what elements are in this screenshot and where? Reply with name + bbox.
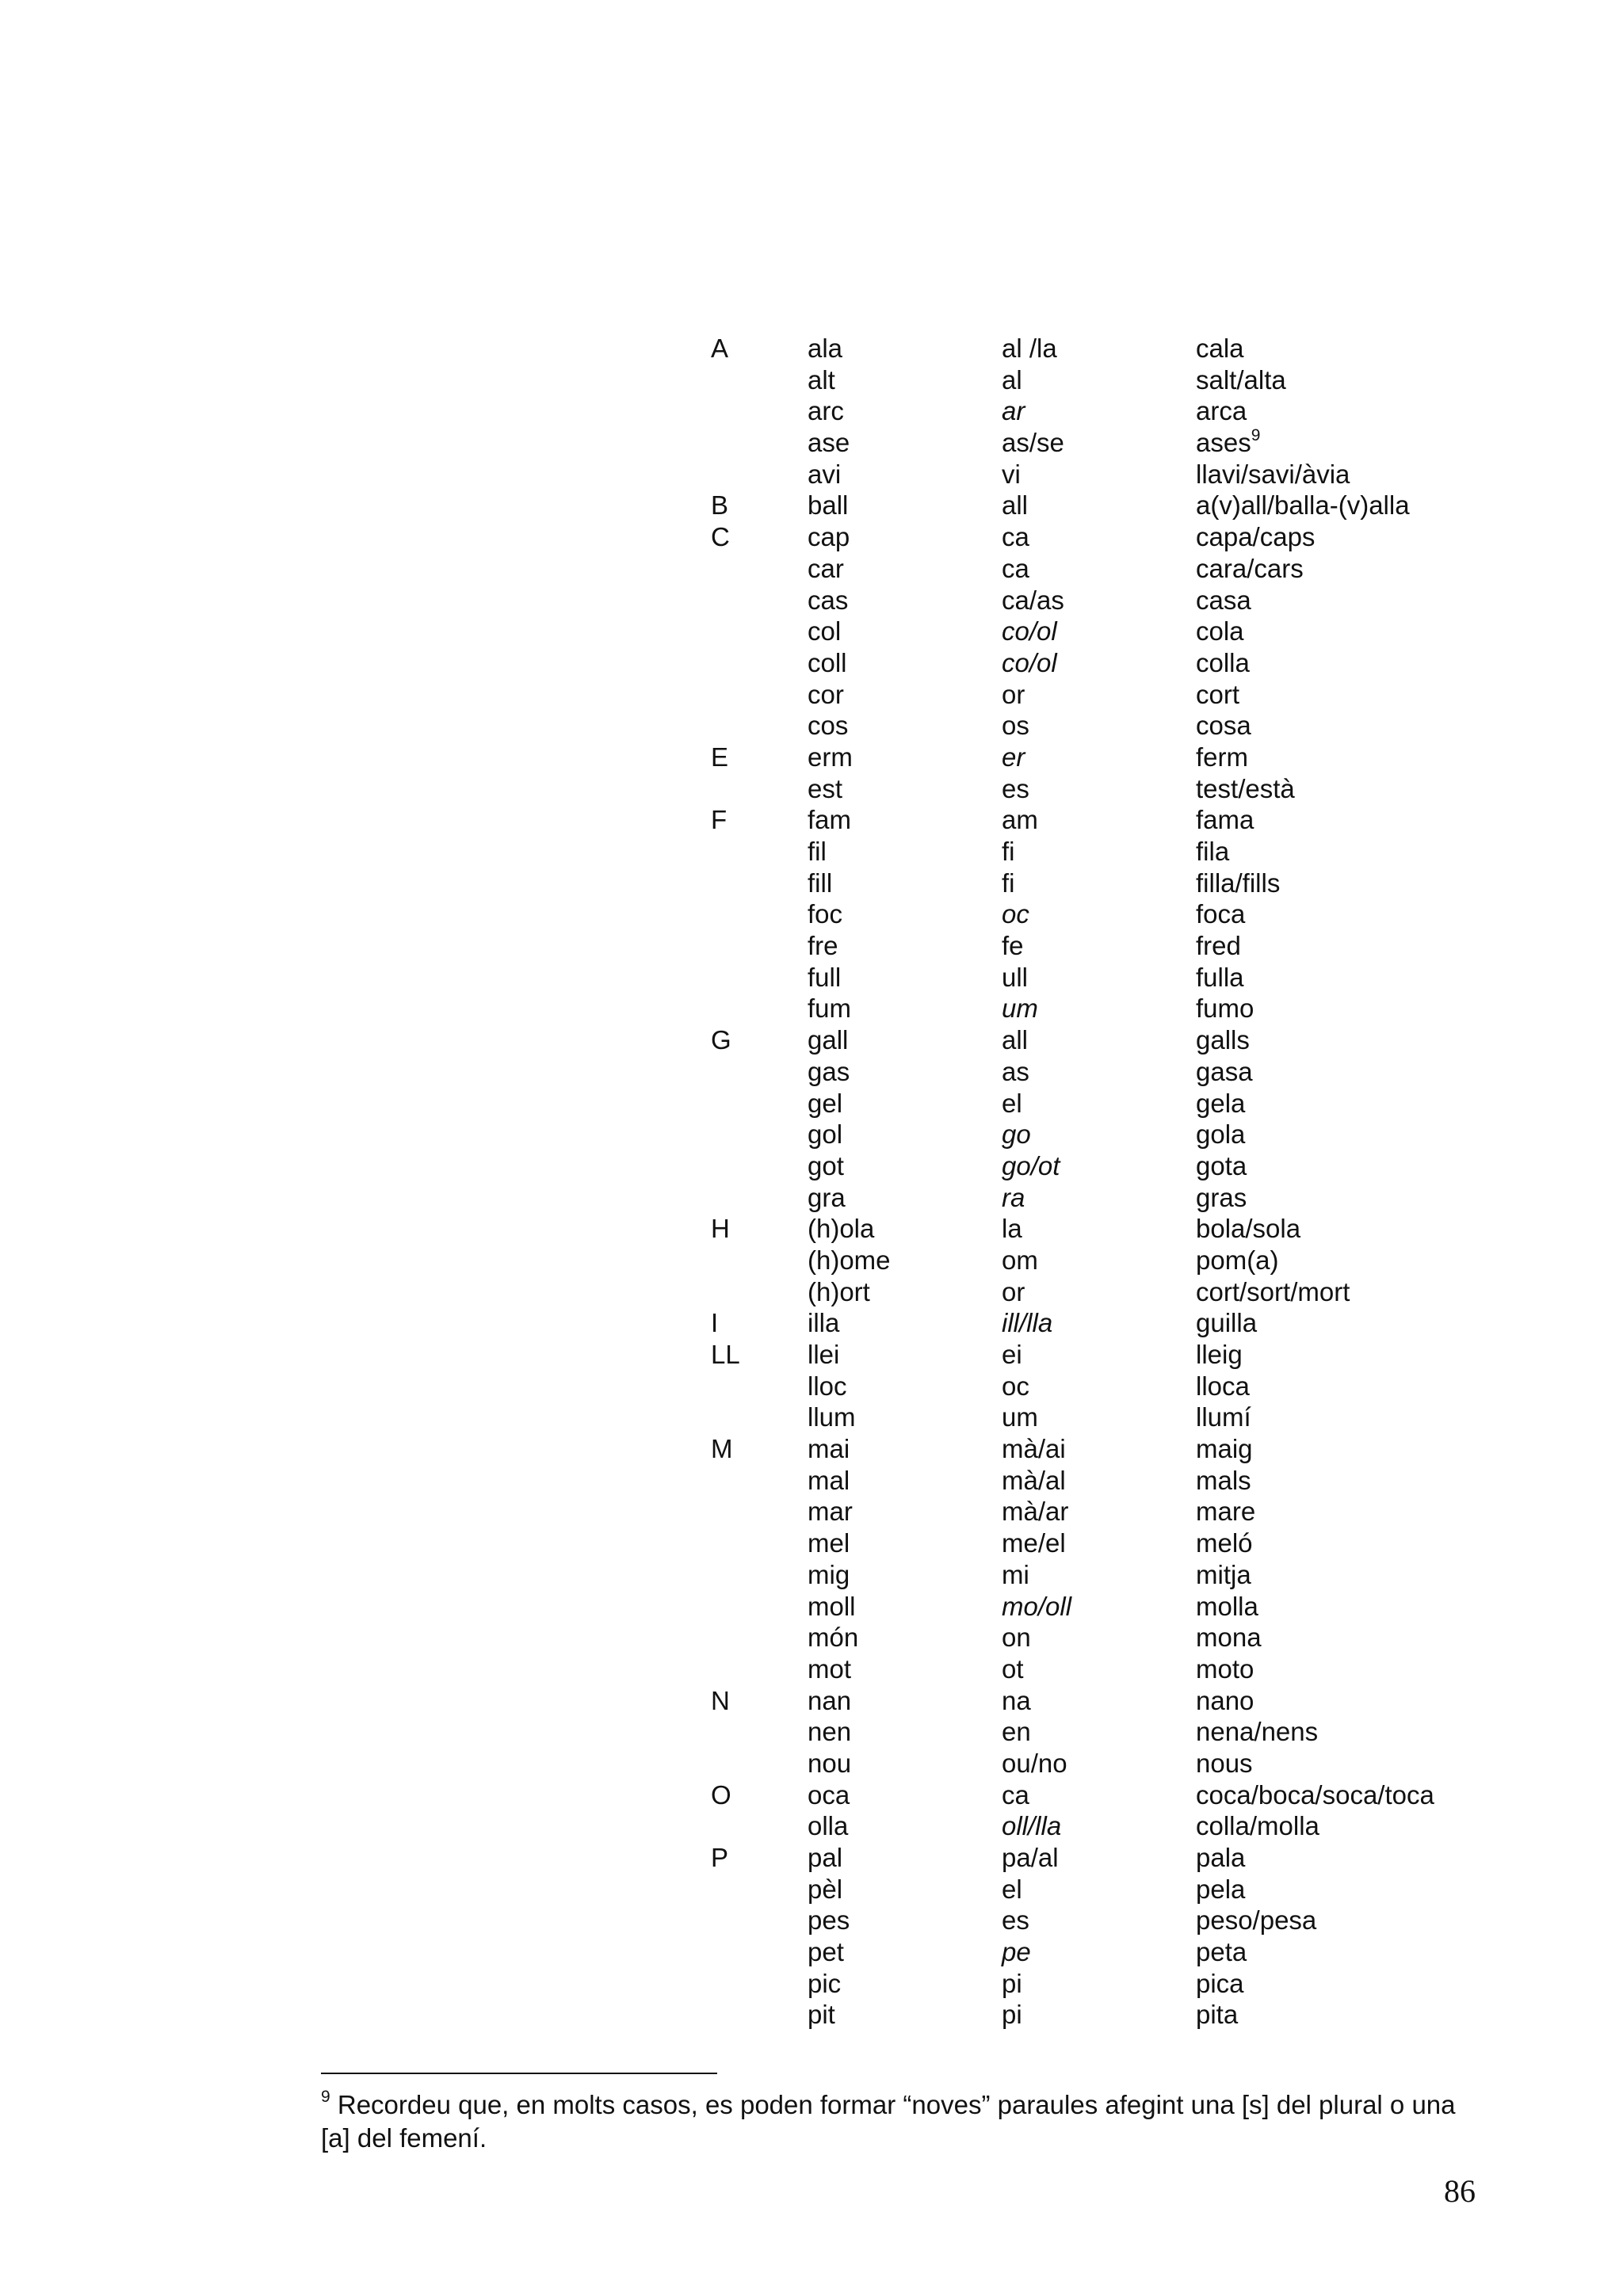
row-part: fe <box>1002 931 1024 961</box>
row-word: gel <box>808 1088 843 1118</box>
row-word: car <box>808 553 844 583</box>
row-part: or <box>1002 1276 1025 1306</box>
row-derived: moto <box>1196 1653 1254 1684</box>
row-letter: P <box>711 1843 729 1872</box>
row-derived: colla/molla <box>1196 1811 1319 1841</box>
row-part: mà/ai <box>1002 1434 1066 1464</box>
row-word: fil <box>808 837 827 866</box>
row-derived: cala <box>1196 334 1244 363</box>
row-part: ei <box>1002 1340 1022 1369</box>
row-letter: E <box>711 742 729 772</box>
row-letter: F <box>711 805 727 835</box>
row-part: am <box>1002 805 1038 835</box>
page-number: 86 <box>1444 2173 1476 2209</box>
row-word: moll <box>808 1591 856 1621</box>
row-word: gol <box>808 1119 843 1150</box>
row-word: col <box>808 616 842 646</box>
row-word: coll <box>808 647 847 677</box>
row-derived: meló <box>1196 1528 1253 1558</box>
row-part: er <box>1002 742 1025 772</box>
row-part: el <box>1002 1088 1022 1118</box>
row-part: ca <box>1002 553 1029 583</box>
row-word: fre <box>808 931 838 961</box>
footnote <box>321 2088 1486 2155</box>
row-letter: M <box>711 1434 733 1464</box>
row-word: pes <box>808 1905 850 1936</box>
row-word: pal <box>808 1843 843 1872</box>
row-part: fi <box>1002 837 1015 866</box>
row-derived: fama <box>1196 805 1254 835</box>
row-part: pe <box>1002 1937 1031 1967</box>
row-derived: mona <box>1196 1623 1262 1653</box>
row-derived: maig <box>1196 1434 1253 1464</box>
row-derived: llumí <box>1196 1402 1251 1432</box>
row-letter: G <box>711 1025 731 1055</box>
row-word: mot <box>808 1653 852 1684</box>
row-part: la <box>1002 1214 1022 1244</box>
row-word: gra <box>808 1182 846 1212</box>
row-derived: lleig <box>1196 1340 1243 1369</box>
row-word: cos <box>808 711 849 741</box>
row-derived: gela <box>1196 1088 1246 1118</box>
row-word: cor <box>808 679 844 709</box>
row-part: mo/oll <box>1002 1591 1072 1621</box>
row-part: co/ol <box>1002 616 1057 646</box>
row-word: pic <box>808 1968 842 1998</box>
row-word: cas <box>808 585 849 615</box>
row-derived: peso/pesa <box>1196 1905 1317 1936</box>
row-derived: nena/nens <box>1196 1717 1319 1747</box>
row-word: llum <box>808 1402 856 1432</box>
footnote-reference: 9 <box>1251 426 1261 445</box>
row-letter: N <box>711 1685 730 1715</box>
row-word: nou <box>808 1748 852 1778</box>
row-part: vi <box>1002 459 1021 489</box>
row-word: (h)ome <box>808 1245 891 1275</box>
row-derived: peta <box>1196 1937 1247 1967</box>
row-word: fam <box>808 805 852 835</box>
row-derived: cosa <box>1196 711 1251 741</box>
row-word: full <box>808 962 842 992</box>
row-part: me/el <box>1002 1528 1066 1558</box>
row-part: el <box>1002 1874 1022 1904</box>
footnote-marker: 9 <box>321 2088 330 2106</box>
row-derived: molla <box>1196 1591 1258 1621</box>
row-part: ull <box>1002 962 1029 992</box>
row-letter: B <box>711 490 729 521</box>
row-part: as/se <box>1002 428 1064 458</box>
row-derived: llavi/savi/àvia <box>1196 459 1350 489</box>
row-word: pet <box>808 1937 844 1967</box>
row-derived: guilla <box>1196 1308 1258 1338</box>
row-derived: fred <box>1196 931 1241 961</box>
row-part: on <box>1002 1623 1031 1653</box>
row-derived: pica <box>1196 1968 1244 1998</box>
row-word: gall <box>808 1025 849 1055</box>
row-part: all <box>1002 1025 1029 1055</box>
row-derived: gola <box>1196 1119 1246 1150</box>
row-word: nan <box>808 1685 852 1715</box>
row-part: na <box>1002 1685 1031 1715</box>
row-word: llei <box>808 1340 840 1369</box>
row-derived: ases <box>1196 428 1251 458</box>
row-word: alt <box>808 364 835 395</box>
row-word: mel <box>808 1528 850 1558</box>
row-part: as <box>1002 1056 1029 1086</box>
row-word: (h)ola <box>808 1214 875 1244</box>
row-letter: LL <box>711 1340 740 1369</box>
row-derived: colla <box>1196 647 1250 677</box>
row-derived: arca <box>1196 396 1247 426</box>
row-derived: cort <box>1196 679 1240 709</box>
row-letter: H <box>711 1214 730 1244</box>
row-part: al /la <box>1002 334 1057 363</box>
row-part: um <box>1002 1402 1038 1432</box>
row-part: oll/lla <box>1002 1811 1062 1841</box>
row-word: mal <box>808 1465 850 1495</box>
row-derived: fila <box>1196 837 1230 866</box>
row-derived: pala <box>1196 1843 1246 1872</box>
row-word: mar <box>808 1497 853 1527</box>
row-word: nen <box>808 1717 852 1747</box>
row-word: foc <box>808 899 843 929</box>
row-word: pit <box>808 2000 835 2030</box>
row-word: fum <box>808 994 852 1024</box>
row-part: um <box>1002 994 1038 1024</box>
row-word: ball <box>808 490 849 521</box>
row-letter: C <box>711 522 730 552</box>
row-derived: cara/cars <box>1196 553 1304 583</box>
row-derived: pela <box>1196 1874 1246 1904</box>
row-derived: mare <box>1196 1497 1256 1527</box>
row-part: mà/ar <box>1002 1497 1069 1527</box>
row-part: es <box>1002 1905 1029 1936</box>
row-part: os <box>1002 711 1029 741</box>
row-derived: gras <box>1196 1182 1247 1212</box>
row-word: mai <box>808 1434 850 1464</box>
row-word: ala <box>808 334 843 363</box>
row-part: go/ot <box>1002 1150 1060 1180</box>
footnote-separator <box>321 2073 717 2074</box>
row-derived: gasa <box>1196 1056 1253 1086</box>
row-word: illa <box>808 1308 840 1338</box>
row-derived: ferm <box>1196 742 1248 772</box>
row-derived: fulla <box>1196 962 1244 992</box>
row-derived: pita <box>1196 2000 1239 2030</box>
row-word: fill <box>808 868 833 898</box>
row-derived: bola/sola <box>1196 1214 1301 1244</box>
row-word: arc <box>808 396 844 426</box>
row-word: gas <box>808 1056 850 1086</box>
row-part: ca/as <box>1002 585 1064 615</box>
row-word: est <box>808 773 843 803</box>
row-derived: nous <box>1196 1748 1253 1778</box>
row-part: om <box>1002 1245 1038 1275</box>
row-part: mi <box>1002 1559 1029 1589</box>
row-derived: test/està <box>1196 773 1295 803</box>
row-derived: filla/fills <box>1196 868 1281 898</box>
row-derived: mitja <box>1196 1559 1251 1589</box>
row-derived: fumo <box>1196 994 1254 1024</box>
row-part: ar <box>1002 396 1025 426</box>
row-part: al <box>1002 364 1022 395</box>
row-derived: coca/boca/soca/toca <box>1196 1779 1434 1810</box>
row-word: olla <box>808 1811 849 1841</box>
row-part: ou/no <box>1002 1748 1067 1778</box>
row-part: fi <box>1002 868 1015 898</box>
row-part: ca <box>1002 1779 1029 1810</box>
row-derived: foca <box>1196 899 1246 929</box>
row-part: or <box>1002 679 1025 709</box>
row-part: oc <box>1002 899 1029 929</box>
row-part: all <box>1002 490 1029 521</box>
row-part: ill/lla <box>1002 1308 1053 1338</box>
row-part: pi <box>1002 2000 1022 2030</box>
row-word: cap <box>808 522 850 552</box>
row-part: ot <box>1002 1653 1024 1684</box>
row-derived: a(v)all/balla-(v)alla <box>1196 490 1410 521</box>
row-derived: mals <box>1196 1465 1251 1495</box>
row-word: got <box>808 1150 844 1180</box>
row-derived: galls <box>1196 1025 1250 1055</box>
row-word: oca <box>808 1779 850 1810</box>
row-part: es <box>1002 773 1029 803</box>
row-part: co/ol <box>1002 647 1057 677</box>
row-derived: nano <box>1196 1685 1254 1715</box>
row-word: erm <box>808 742 853 772</box>
row-word: (h)ort <box>808 1276 870 1306</box>
row-derived: capa/caps <box>1196 522 1316 552</box>
row-derived: cort/sort/mort <box>1196 1276 1350 1306</box>
row-derived-cell <box>1196 427 1260 459</box>
row-derived: pom(a) <box>1196 1245 1279 1275</box>
row-word: món <box>808 1623 859 1653</box>
row-letter: A <box>711 334 729 363</box>
row-letter: I <box>711 1308 719 1338</box>
row-derived: casa <box>1196 585 1251 615</box>
row-word: avi <box>808 459 842 489</box>
row-derived: cola <box>1196 616 1244 646</box>
row-word: ase <box>808 428 850 458</box>
row-letter: O <box>711 1779 731 1810</box>
row-part: ra <box>1002 1182 1025 1212</box>
row-part: go <box>1002 1119 1031 1150</box>
row-part: oc <box>1002 1371 1029 1401</box>
row-part: pa/al <box>1002 1843 1059 1872</box>
row-part: ca <box>1002 522 1029 552</box>
row-word: pèl <box>808 1874 843 1904</box>
row-word: mig <box>808 1559 850 1589</box>
row-word: lloc <box>808 1371 847 1401</box>
row-part: pi <box>1002 1968 1022 1998</box>
row-derived: lloca <box>1196 1371 1250 1401</box>
row-part: en <box>1002 1717 1031 1747</box>
footnote-text: Recordeu que, en molts casos, es poden formar “noves” paraules afegint una [s] del plural o una [a] del femení. <box>321 2090 1456 2153</box>
row-derived: gota <box>1196 1150 1247 1180</box>
row-derived: salt/alta <box>1196 364 1286 395</box>
row-part: mà/al <box>1002 1465 1066 1495</box>
